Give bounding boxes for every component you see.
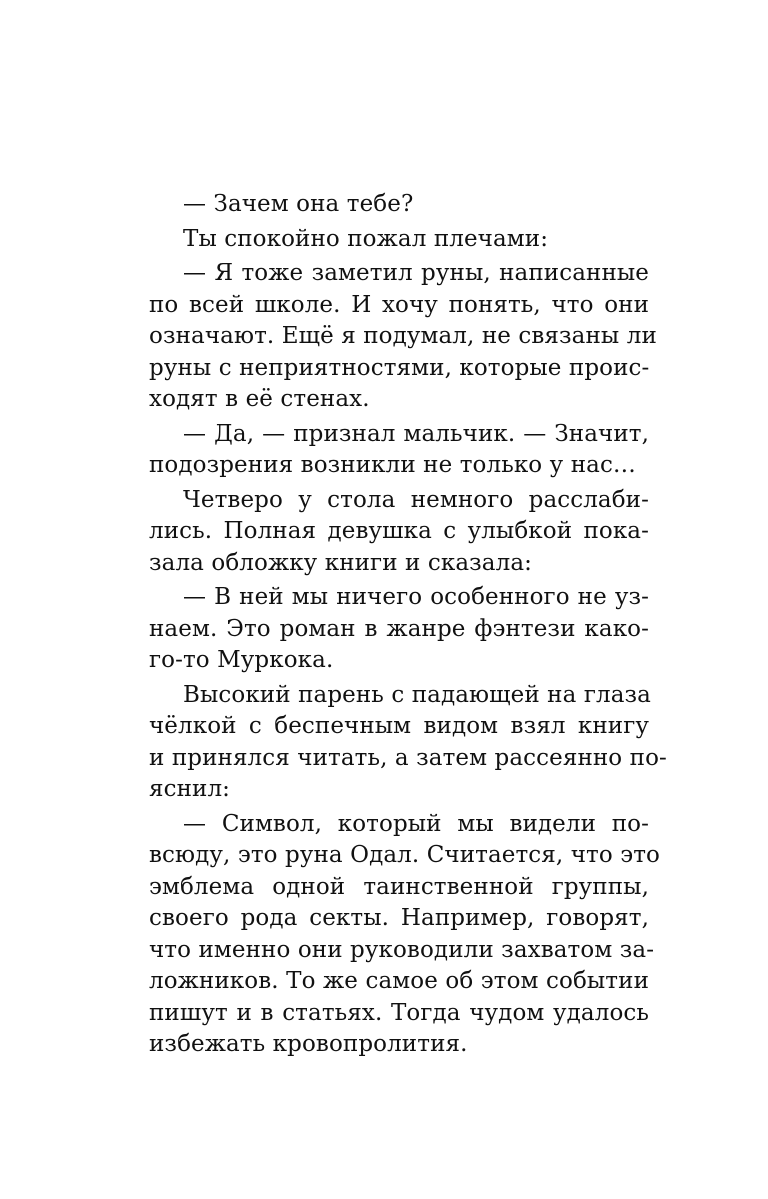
text-line: чёлкой с беспечным видом взял книгу — [149, 713, 649, 739]
text-line: Ты спокойно пожал плечами: — [183, 225, 549, 252]
text-line: подозрения возникли не только у нас… — [149, 452, 637, 478]
text-line: всюду, это руна Одал. Считается, что это — [149, 842, 660, 868]
text-line: яснил: — [149, 776, 231, 802]
text-line: ходят в её стенах. — [149, 386, 370, 412]
text-line: пишут и в статьях. Тогда чудом удалось — [149, 999, 649, 1026]
text-line: ложников. То же самое об этом событии — [149, 968, 649, 994]
text-line: руны с неприятностями, которые проис- — [149, 354, 650, 381]
text-line: по всей школе. И хочу понять, что они — [149, 291, 649, 318]
text-line: — Я тоже заметил руны, написанные — [183, 260, 649, 286]
text-line: — Символ, который мы видели по- — [183, 810, 649, 837]
text-line: эмблема одной таинственной группы, — [149, 873, 649, 900]
text-line: — В ней мы ничего особенного не уз- — [183, 584, 649, 610]
text-line: го-то Муркока. — [149, 647, 334, 673]
text-line: Высокий парень с падающей на глаза — [183, 681, 651, 708]
text-line: зала обложку книги и сказала: — [149, 549, 532, 576]
text-line: Четверо у стола немного расслаби- — [183, 486, 649, 513]
text-line: и принялся читать, а затем рассеянно по- — [149, 744, 667, 771]
text-line: лись. Полная девушка с улыбкой пока- — [149, 518, 649, 544]
text-line: что именно они руководили захватом за- — [149, 936, 655, 963]
text-line: — Зачем она тебе? — [183, 191, 414, 217]
text-line: избежать кровопролития. — [149, 1031, 468, 1057]
text-line: своего рода секты. Например, говорят, — [149, 905, 649, 931]
page-text — [149, 189, 667, 1061]
text-line: наем. Это роман в жанре фэнтези како- — [149, 615, 649, 642]
text-line: — Да, — признал мальчик. — Значит, — [183, 420, 649, 447]
text-line: означают. Ещё я подумал, не связаны ли — [149, 323, 657, 349]
